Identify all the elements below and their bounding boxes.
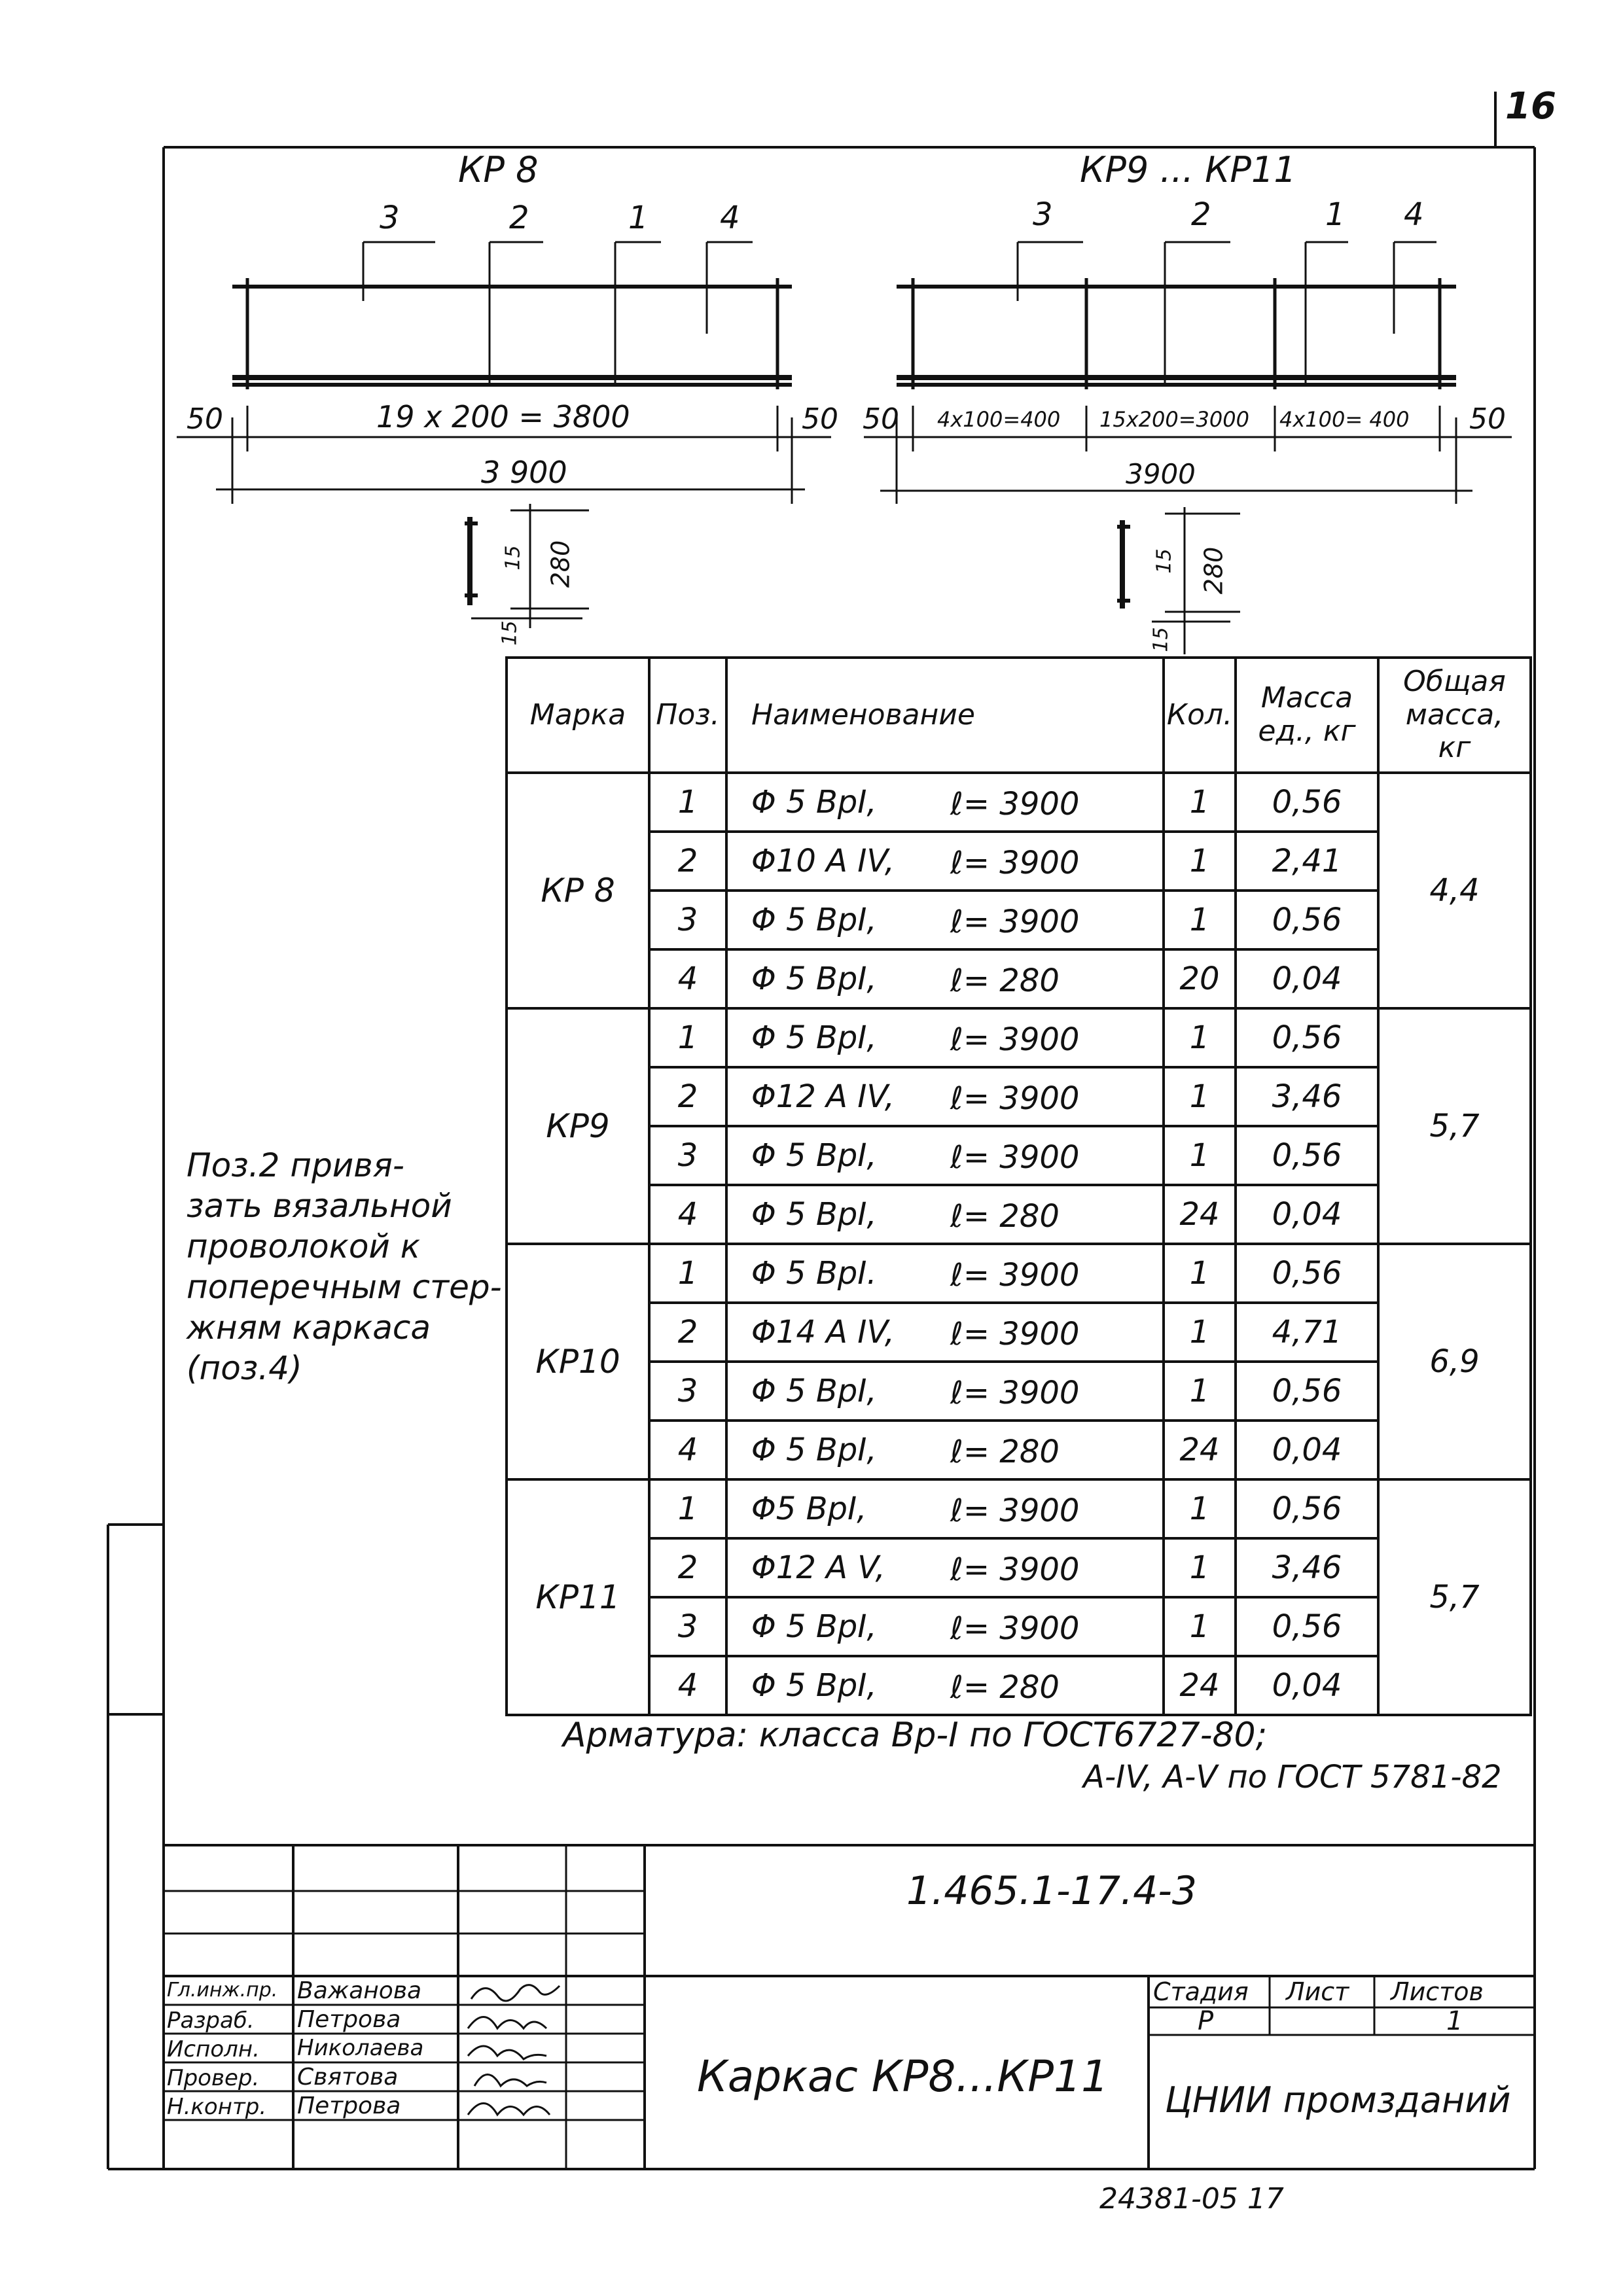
total-mass-cell: 4,4 bbox=[1378, 773, 1531, 1008]
bar-length: ℓ= 3900 bbox=[950, 904, 1080, 940]
bar-designation: Φ10 А IV, bbox=[751, 843, 895, 879]
pos-cell: 3 bbox=[649, 891, 726, 949]
left-section-dim: 280 bbox=[546, 540, 575, 588]
bar-designation: Φ 5 ВрI, bbox=[751, 784, 877, 821]
person-name: Важанова bbox=[297, 1977, 422, 2004]
role-label: Разраб. bbox=[167, 2007, 255, 2034]
unit-mass-cell: 0,56 bbox=[1236, 1008, 1378, 1067]
right-pos-label: 2 bbox=[1191, 196, 1211, 233]
left-section-dim: 15 bbox=[498, 620, 522, 646]
header-total-mass-line: масса, bbox=[1405, 698, 1504, 732]
bar-designation: Φ14 А IV, bbox=[751, 1314, 895, 1351]
right-section-dim: 15 bbox=[1149, 627, 1173, 652]
pos-cell: 2 bbox=[649, 1067, 726, 1126]
pos-cell: 3 bbox=[649, 1126, 726, 1185]
right-dim-seg-3: 4х100= 400 bbox=[1279, 407, 1410, 432]
sheet-label: Лист bbox=[1286, 1977, 1349, 2006]
total-mass-cell: 5,7 bbox=[1378, 1479, 1531, 1715]
unit-mass-cell: 0,56 bbox=[1236, 773, 1378, 832]
bar-designation: Φ 5 ВрI, bbox=[751, 1373, 877, 1409]
unit-mass-cell: 0,56 bbox=[1236, 1244, 1378, 1303]
unit-mass-cell: 3,46 bbox=[1236, 1538, 1378, 1597]
note-line: Поз.2 привя- bbox=[187, 1146, 404, 1184]
qty-cell: 1 bbox=[1164, 1126, 1236, 1185]
signature-mark bbox=[468, 2017, 546, 2029]
unit-mass-cell: 4,71 bbox=[1236, 1303, 1378, 1362]
unit-mass-cell: 0,56 bbox=[1236, 1362, 1378, 1421]
person-name: Святова bbox=[297, 2064, 399, 2091]
bar-length: ℓ= 3900 bbox=[950, 786, 1080, 822]
bar-length: ℓ= 280 bbox=[950, 1434, 1060, 1470]
right-dim-overall: 3900 bbox=[1126, 458, 1196, 490]
pos-cell: 2 bbox=[649, 1303, 726, 1362]
bar-length: ℓ= 280 bbox=[950, 1198, 1060, 1235]
header-unit-mass-line: Масса bbox=[1260, 681, 1353, 715]
person-name: Петрова bbox=[297, 2006, 401, 2033]
bar-length: ℓ= 280 bbox=[950, 1669, 1060, 1706]
bar-designation: Φ 5 ВрI. bbox=[751, 1255, 877, 1292]
unit-mass-cell: 0,04 bbox=[1236, 1656, 1378, 1715]
total-mass-cell: 5,7 bbox=[1378, 1008, 1531, 1244]
right-pos-label: 3 bbox=[1033, 196, 1053, 233]
note-line: жням каркаса bbox=[187, 1309, 431, 1347]
bar-designation: Φ 5 ВрI, bbox=[751, 1432, 877, 1468]
bar-designation: Φ 5 ВрI, bbox=[751, 1196, 877, 1233]
document-code: 1.465.1-17.4-3 bbox=[906, 1868, 1198, 1914]
unit-mass-cell: 0,56 bbox=[1236, 891, 1378, 949]
header-qty: Кол. bbox=[1164, 658, 1236, 773]
unit-mass-cell: 0,04 bbox=[1236, 1421, 1378, 1479]
person-name: Петрова bbox=[297, 2093, 401, 2119]
qty-cell: 1 bbox=[1164, 891, 1236, 949]
bar-length: ℓ= 3900 bbox=[950, 1139, 1080, 1176]
pos-cell: 1 bbox=[649, 1479, 726, 1538]
person-name: Николаева bbox=[297, 2035, 424, 2061]
stage-label: Стадия bbox=[1153, 1977, 1249, 2006]
bar-designation: Φ 5 ВрI, bbox=[751, 1019, 877, 1056]
left-section-dim: 15 bbox=[501, 545, 525, 571]
footer-code: 24381-05 17 bbox=[1099, 2182, 1284, 2216]
unit-mass-cell: 0,56 bbox=[1236, 1479, 1378, 1538]
qty-cell: 1 bbox=[1164, 1008, 1236, 1067]
bar-length: ℓ= 3900 bbox=[950, 1080, 1080, 1117]
header-mark: Марка bbox=[507, 658, 649, 773]
qty-cell: 24 bbox=[1164, 1421, 1236, 1479]
pos-cell: 4 bbox=[649, 1421, 726, 1479]
right-dim-end-left: 50 bbox=[863, 402, 899, 436]
bar-designation: Φ5 ВрI, bbox=[751, 1491, 867, 1527]
right-pos-label: 4 bbox=[1404, 196, 1424, 233]
header-total-mass-line: Общая bbox=[1403, 665, 1506, 699]
qty-cell: 24 bbox=[1164, 1185, 1236, 1244]
unit-mass-cell: 0,04 bbox=[1236, 1185, 1378, 1244]
bar-designation: Φ 5 ВрI, bbox=[751, 961, 877, 997]
pos-cell: 1 bbox=[649, 1244, 726, 1303]
role-label: Н.контр. bbox=[167, 2094, 267, 2120]
pos-cell: 1 bbox=[649, 1008, 726, 1067]
bar-designation: Φ 5 ВрI, bbox=[751, 1667, 877, 1704]
bar-designation: Φ 5 ВрI, bbox=[751, 1608, 877, 1645]
right-section-dim: 280 bbox=[1199, 546, 1228, 595]
unit-mass-cell: 2,41 bbox=[1236, 832, 1378, 891]
qty-cell: 1 bbox=[1164, 1597, 1236, 1656]
unit-mass-cell: 0,56 bbox=[1236, 1597, 1378, 1656]
header-unit-mass-line: ед., кг bbox=[1258, 715, 1356, 748]
qty-cell: 1 bbox=[1164, 1538, 1236, 1597]
stage-value: Р bbox=[1198, 2006, 1214, 2036]
signature-mark bbox=[474, 2075, 546, 2087]
organization: ЦНИИ промзданий bbox=[1165, 2079, 1511, 2121]
bar-length: ℓ= 280 bbox=[950, 963, 1060, 999]
pos-cell: 2 bbox=[649, 1538, 726, 1597]
header-total-mass-line: кг bbox=[1438, 731, 1471, 765]
signature-mark bbox=[471, 1985, 560, 2001]
left-dim-end-right: 50 bbox=[802, 402, 838, 436]
left-pos-label: 1 bbox=[628, 200, 649, 236]
qty-cell: 1 bbox=[1164, 1244, 1236, 1303]
note-line: поперечным стер- bbox=[187, 1268, 502, 1306]
sheets-label: Листов bbox=[1391, 1977, 1484, 2006]
note-line: (поз.4) bbox=[187, 1349, 302, 1387]
qty-cell: 1 bbox=[1164, 1067, 1236, 1126]
note-line: зать вязальной bbox=[187, 1187, 452, 1225]
left-pos-label: 3 bbox=[380, 200, 400, 236]
left-drawing-title: КР 8 bbox=[458, 149, 539, 190]
header-pos: Поз. bbox=[649, 658, 726, 773]
total-mass-cell: 6,9 bbox=[1378, 1244, 1531, 1479]
reinforcement-note-line1: Арматура: класса Вр-I по ГОСТ6727-80; bbox=[563, 1716, 1268, 1755]
qty-cell: 1 bbox=[1164, 773, 1236, 832]
left-dim-overall: 3 900 bbox=[481, 455, 567, 490]
mark-cell: КР9 bbox=[507, 1008, 649, 1244]
left-dim-inner: 19 х 200 = 3800 bbox=[376, 399, 630, 434]
bar-length: ℓ= 3900 bbox=[950, 1021, 1080, 1058]
signature-mark bbox=[468, 2046, 546, 2059]
pos-cell: 4 bbox=[649, 1185, 726, 1244]
bar-length: ℓ= 3900 bbox=[950, 1316, 1080, 1352]
qty-cell: 1 bbox=[1164, 832, 1236, 891]
left-pos-label: 2 bbox=[509, 200, 529, 236]
sheets-value: 1 bbox=[1446, 2006, 1463, 2036]
sheet-number: 16 bbox=[1505, 85, 1556, 128]
qty-cell: 1 bbox=[1164, 1479, 1236, 1538]
unit-mass-cell: 3,46 bbox=[1236, 1067, 1378, 1126]
pos-cell: 1 bbox=[649, 773, 726, 832]
bar-designation: Φ12 А IV, bbox=[751, 1078, 895, 1115]
right-dim-seg-1: 4х100=400 bbox=[937, 407, 1061, 432]
bar-designation: Φ 5 ВрI, bbox=[751, 902, 877, 938]
pos-cell: 3 bbox=[649, 1597, 726, 1656]
role-label: Провер. bbox=[167, 2065, 260, 2091]
pos-cell: 2 bbox=[649, 832, 726, 891]
qty-cell: 20 bbox=[1164, 949, 1236, 1008]
bar-length: ℓ= 3900 bbox=[950, 1492, 1080, 1529]
mark-cell: КР11 bbox=[507, 1479, 649, 1715]
right-dim-end-right: 50 bbox=[1469, 402, 1506, 436]
bar-designation: Φ12 А V, bbox=[751, 1549, 885, 1586]
mark-cell: КР 8 bbox=[507, 773, 649, 1008]
right-dim-seg-2: 15х200=3000 bbox=[1099, 407, 1249, 432]
bar-designation: Φ 5 ВрI, bbox=[751, 1137, 877, 1174]
reinforcement-note-line2: А-IV, А-V по ГОСТ 5781-82 bbox=[1083, 1759, 1502, 1795]
right-section-dim: 15 bbox=[1152, 548, 1176, 574]
left-pos-label: 4 bbox=[720, 200, 740, 236]
role-label: Гл.инж.пр. bbox=[167, 1979, 278, 2002]
qty-cell: 1 bbox=[1164, 1362, 1236, 1421]
pos-cell: 4 bbox=[649, 1656, 726, 1715]
unit-mass-cell: 0,56 bbox=[1236, 1126, 1378, 1185]
header-name: Наименование bbox=[726, 658, 1164, 773]
mark-cell: КР10 bbox=[507, 1244, 649, 1479]
drawing-title: Каркас КР8...КР11 bbox=[697, 2051, 1109, 2102]
right-drawing-title: КР9 ... КР11 bbox=[1080, 149, 1296, 190]
bar-length: ℓ= 3900 bbox=[950, 1257, 1080, 1294]
bar-length: ℓ= 3900 bbox=[950, 1610, 1080, 1647]
left-dim-end-left: 50 bbox=[187, 402, 223, 436]
unit-mass-cell: 0,04 bbox=[1236, 949, 1378, 1008]
bar-length: ℓ= 3900 bbox=[950, 1551, 1080, 1588]
role-label: Исполн. bbox=[167, 2036, 260, 2062]
qty-cell: 1 bbox=[1164, 1303, 1236, 1362]
qty-cell: 24 bbox=[1164, 1656, 1236, 1715]
bar-length: ℓ= 3900 bbox=[950, 845, 1080, 881]
signature-mark bbox=[468, 2104, 550, 2115]
note-line: проволокой к bbox=[187, 1227, 421, 1265]
pos-cell: 4 bbox=[649, 949, 726, 1008]
pos-cell: 3 bbox=[649, 1362, 726, 1421]
bar-length: ℓ= 3900 bbox=[950, 1375, 1080, 1411]
right-pos-label: 1 bbox=[1325, 196, 1346, 233]
